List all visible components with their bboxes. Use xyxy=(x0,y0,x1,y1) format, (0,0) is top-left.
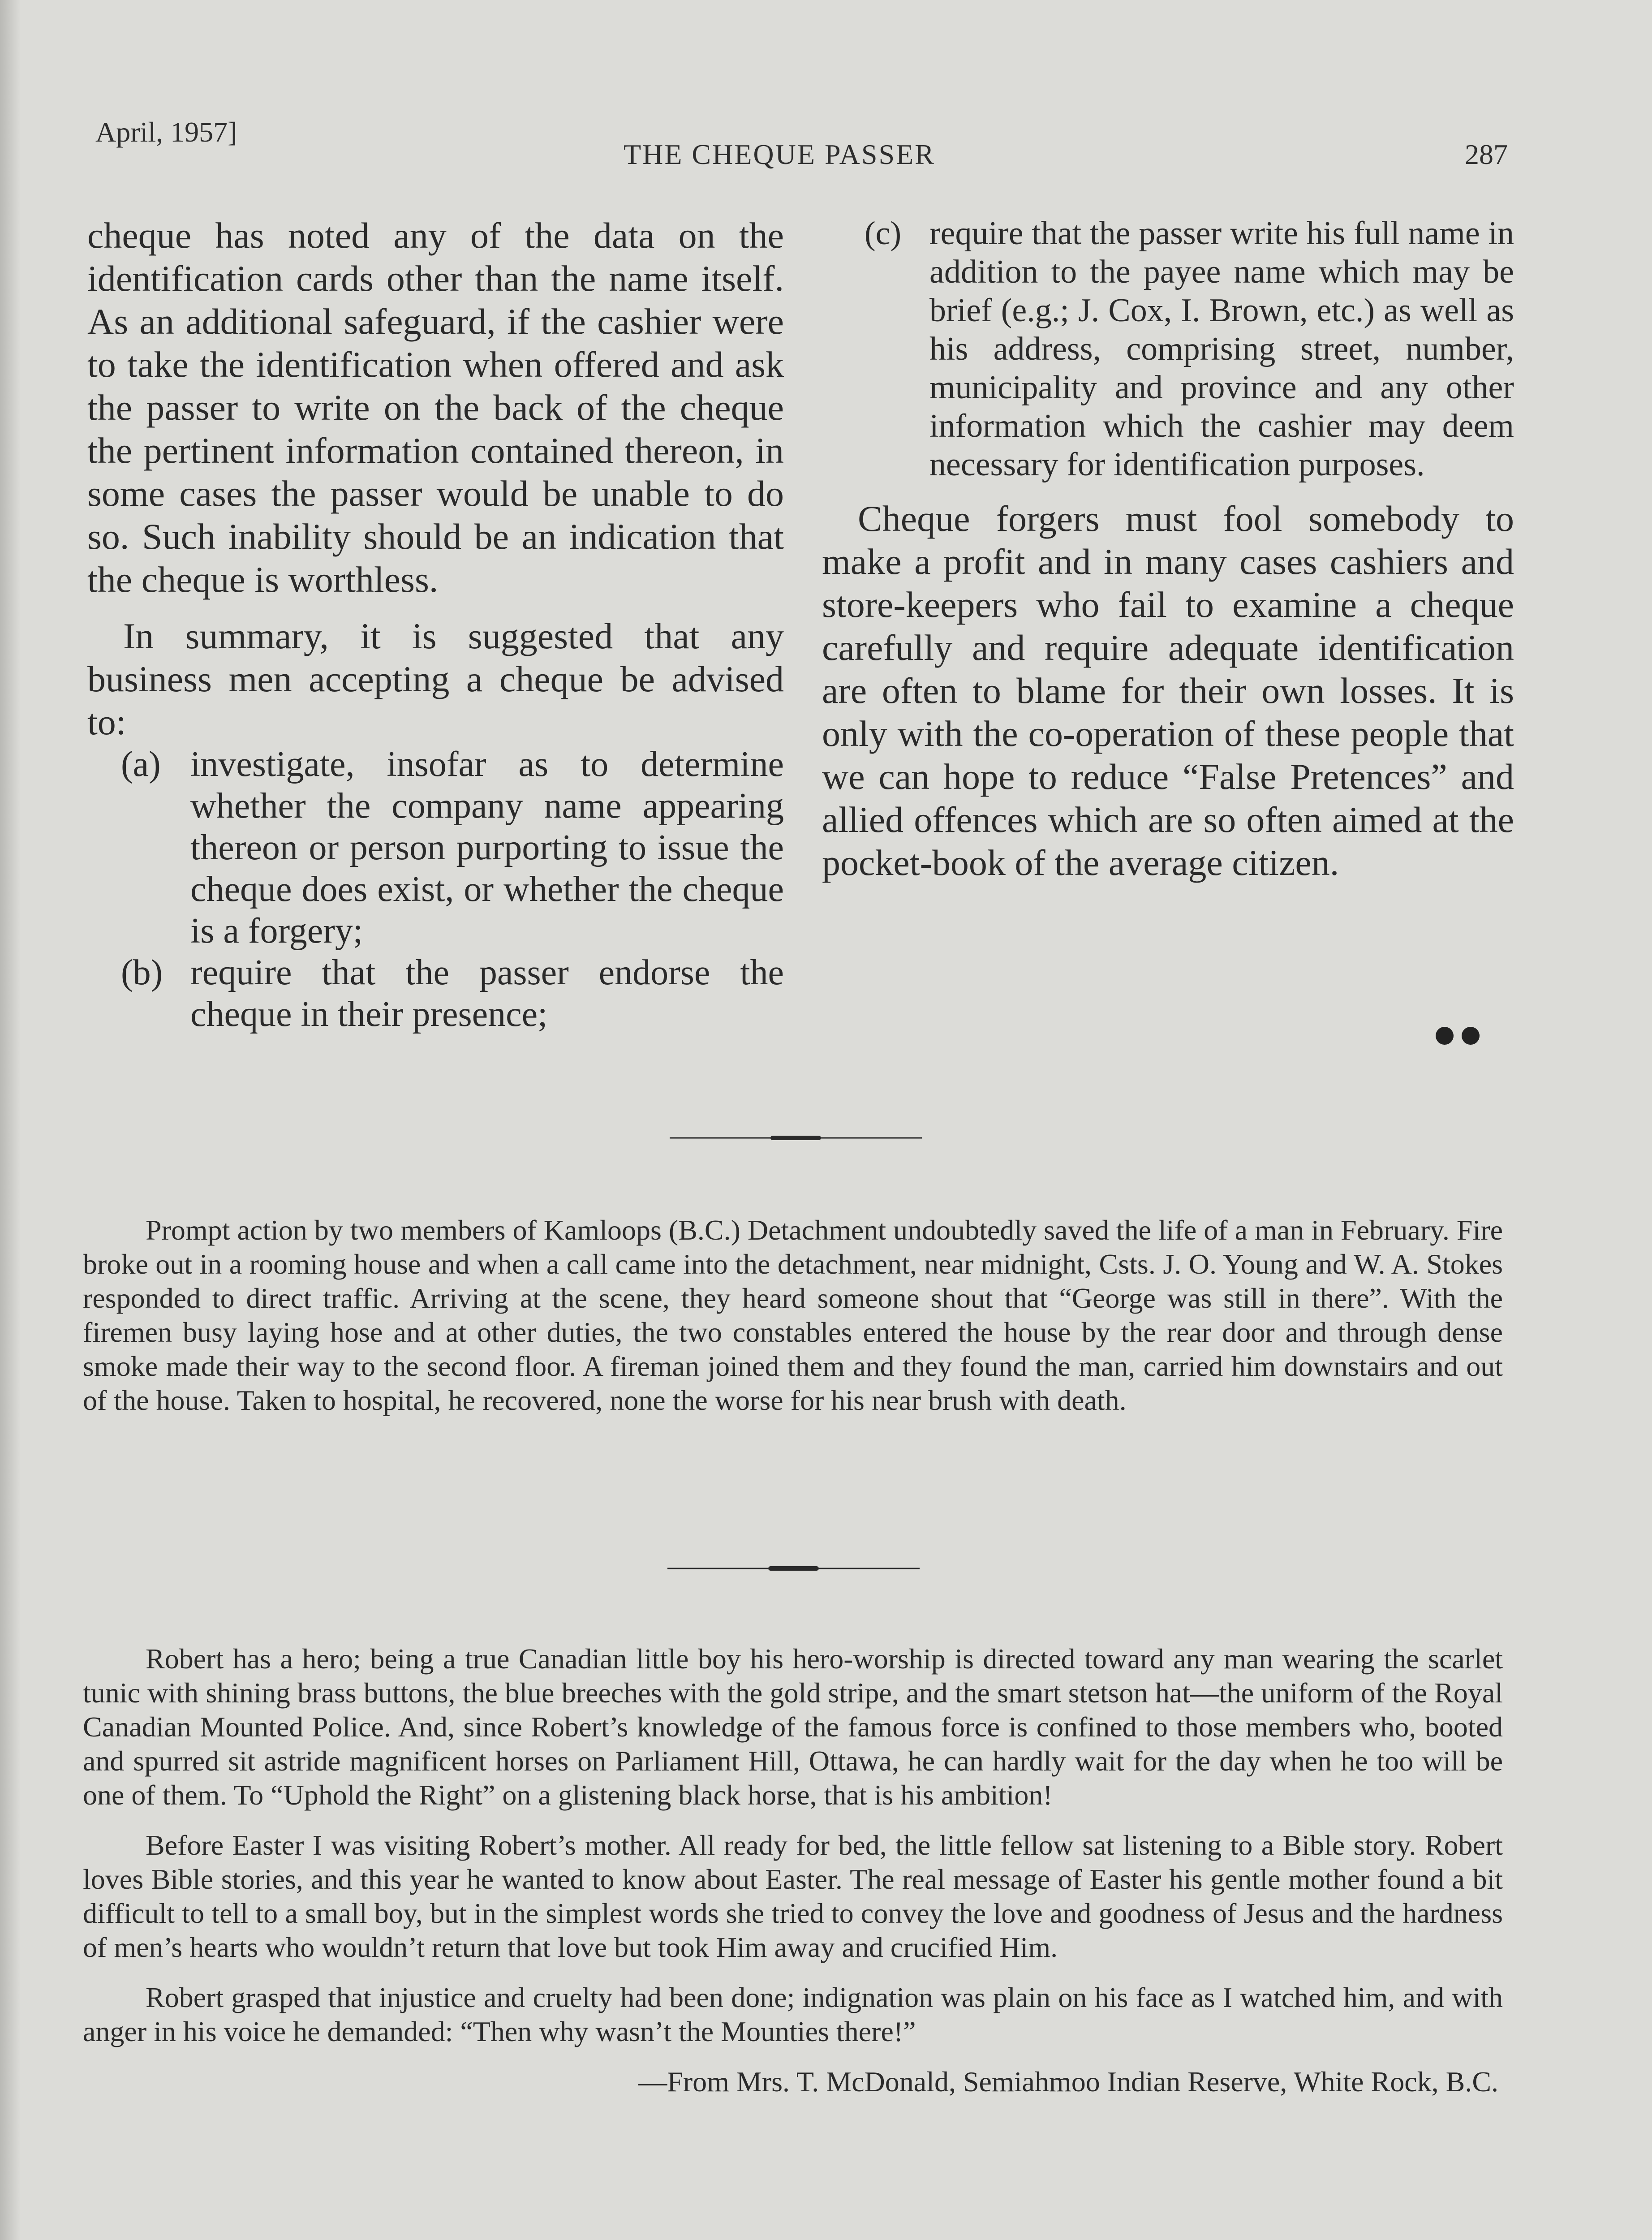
list-item-label: (a) xyxy=(121,745,161,784)
left-column xyxy=(87,214,784,1035)
list-item-text: require that the passer write his full name in addition to the payee name which may be brief (e.g.; J. Cox, I. Brown, etc.) as well as his address, comprising street, number, municipality and province and any other information which the cashier may deem necessary for identification purposes. xyxy=(929,215,1514,483)
header-date: April, 1957] xyxy=(95,116,237,148)
list-item-text: require that the passer endorse the cheque in their presence; xyxy=(190,953,784,1034)
list-item-text: investigate, insofar as to determine whether the company name appearing thereon or person purporting to issue the cheque does exist, or whether the cheque is a forgery; xyxy=(190,745,784,951)
page-number: 287 xyxy=(1465,138,1508,170)
summary-paragraph: In summary, it is suggested that any business men accepting a cheque be advised to: xyxy=(87,616,784,742)
kamloops-story xyxy=(83,1213,1503,1417)
list-item xyxy=(87,744,784,952)
running-title: THE CHEQUE PASSER xyxy=(624,138,935,170)
story-paragraph: Robert grasped that injustice and cruelty had been done; indignation was plain on his face as I watched him, and with anger in his voice he demanded: “Then why wasn’t the Mounties there!” xyxy=(83,1982,1503,2047)
story-paragraph: Prompt action by two members of Kamloops (B.C.) Detachment undoubtedly saved the life of a man in February. Fire broke out in a rooming house and when a call came into the detachment, near midnight, Csts. J. O. Young and W. A. Stokes responded to direct traffic. Arriving at the scene, they heard someone shout that “George was still in there”. With the firemen busy laying hose and at other duties, the two constables entered the house by the rear door and through dense smoke made their way to the second floor. A fireman joined them and they found the man, carried him downstairs and out of the house. Taken to hospital, he recovered, none the worse for his near brush with death. xyxy=(83,1214,1503,1416)
list-item xyxy=(822,214,1514,484)
list-item-label: (b) xyxy=(121,953,163,992)
robert-story xyxy=(83,1642,1503,2115)
right-column xyxy=(822,214,1514,884)
story-paragraph: Before Easter I was visiting Robert’s mother. All ready for bed, the little fellow sat listening to a Bible story. Robert loves Bible stories, and this year he wanted to know about Easter. The real message of Easter his gentle mother found a bit difficult to tell to a small boy, but in the simplest words she tried to convey the love and goodness of Jesus and the hardness of men’s hearts who wouldn’t return that love but took Him away and crucified Him. xyxy=(83,1829,1503,1963)
list-item-label: (c) xyxy=(865,215,902,252)
page-edge-shadow xyxy=(0,0,21,2240)
story-paragraph: Robert has a hero; being a true Canadian little boy his hero-worship is directed toward any man wearing the scarlet tunic with shining brass buttons, the blue breeches with the gold stripe, and the smart stetson hat—the uniform of the Royal Canadian Mounted Police. And, since Robert’s knowledge of the famous force is confined to those members who, booted and spurred sit astride magnificent horses on Parliament Hill, Ottawa, he can hardly wait for the day when he too will be one of them. To “Uphold the Right” on a glistening black horse, that is his ambition! xyxy=(83,1643,1503,1811)
section-divider xyxy=(670,1136,922,1140)
continuation-paragraph: cheque has noted any of the data on the identification cards other than the name itself. As an additional safeguard, if the cashier were to take the identification when offered and ask the passer to write on the back of the cheque the pertinent information contained thereon, in some cases the passer would be unable to do so. Such inability should be an indication that the cheque is worthless. xyxy=(87,215,784,600)
story-attribution: —From Mrs. T. McDonald, Semiahmoo Indian Reserve, White Rock, B.C. xyxy=(638,2066,1498,2098)
section-divider xyxy=(667,1566,920,1571)
end-of-article-mark xyxy=(1436,1027,1488,1047)
conclusion-paragraph: Cheque forgers must fool somebody to make a profit and in many cases cashiers and store-keepers who fail to examine a cheque carefully and require adequate identification are often to blame for their own losses. It is only with the co-operation of these people that we can hope to reduce “False Pretences” and allied offences which are so often aimed at the pocket-book of the average citizen. xyxy=(822,498,1514,883)
list-item xyxy=(87,952,784,1035)
